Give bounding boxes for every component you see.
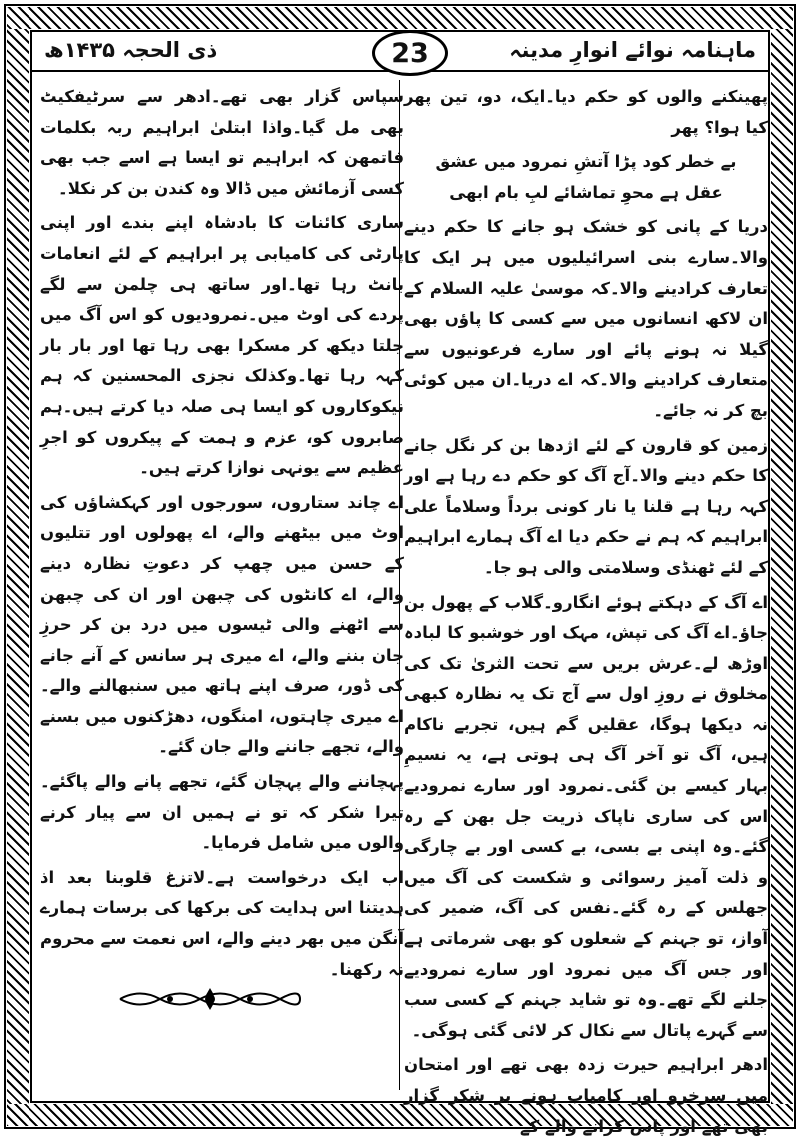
page-number: 23	[391, 37, 429, 69]
paragraph: دریا کے پانی کو خشک ہو جانے کا حکم دینے والا۔سارے بنی اسرائیلیوں میں ہر ایک کا تعارف کرادینے والا۔کہ موسیٰ علیہ السلام کے ان لاکھ انسانوں میں سے کسی کا پاؤں بھی گیلا نہ ہونے پائے اور سارے فرعونیوں سے متعارف کرادینے والا۔کہ اے دریا۔ان میں کوئی بچ کر نہ جائے۔	[404, 217, 768, 420]
paragraph: ساری کائنات کا بادشاہ اپنے بندے اور اپنی پارٹی کی کامیابی پر ابراہیم کے لئے انعامات بانٹ رہا تھا۔اور ساتھ ہی چلمن سے لگے پردے کی اوٹ میں۔نمرودیوں کو اس آگ میں جلتا دیکھ کر مسکرا بھی رہا تھا اور بار بار کہہ رہا تھا۔وکذلک نجزی المحسنین کہ ہم نیکوکاروں کو ایسا ہی صلہ دیا کرتے ہیں۔ہم صابروں کو، عزم و ہمت کے پیکروں کو اجرِ عظیم سے یونہی نوازا کرتے ہیں۔	[40, 213, 404, 478]
paragraph: اب ایک درخواست ہے۔لاتزغ قلوبنا بعد اذ ہدیتنا اس ہدایت کی برکھا کی برسات ہمارے آنگن میں بھر دینے والے، اس نعمت سے محروم نہ رکھنا۔	[40, 867, 404, 979]
paragraph: پہچاننے والے پہچان گئے، تجھے پانے والے پاگئے۔تیرا شکر کہ تو نے ہمیں ان سے پیار کرنے والوں میں شامل فرمایا۔	[40, 772, 404, 853]
issue-date: ذی الحجہ ۱۴۳۵ھ	[44, 38, 218, 62]
page-number-badge	[372, 30, 448, 76]
page-header	[32, 34, 768, 72]
paragraph: اے آگ کے دہکتے ہوئے انگارو۔گلاب کے پھول بن جاؤ۔اے آگ کی تپش، مہک اور خوشبو کا لبادہ اوڑھ لے۔عرش بریں سے تحت الثریٰ تک کی مخلوق نے روزِ اول سے آج تک یہ نظارہ کبھی نہ دیکھا ہوگا، عقلیں گم ہیں، تجربے ناکام ہیں، آگ تو آخر آگ ہی ہوتی ہے، یہ نسیمِ بہار کیسے بن گئی۔نمرود اور سارے نمرودیے اس کی ساری ناپاک ذریت جل بھن کے رہ گئے۔وہ اپنی بے بسی، بے کسی اور بے چارگی و ذلت آمیز رسوائی و شکست کی آگ میں جھلس کے رہ گئے۔نفس کی آگ، ضمیر کی آواز، تو جہنم کے شعلوں کو بھی شرماتی ہے اور جس آگ میں نمرود اور سارے نمرودیے جلنے لگے تھے۔وہ تو شاید جہنم کے کسی سب سے گہرے پاتال سے نکال کر لائی گئی ہوگی۔	[404, 592, 768, 1040]
paragraph: پھینکنے والوں کو حکم دیا۔ایک، دو، تین پھر کیا ہوا؟ پھر	[404, 87, 768, 137]
end-ornament-icon	[110, 986, 310, 1012]
paragraph: اے چاند ستاروں، سورجوں اور کہکشاؤں کی اوٹ میں بیٹھنے والے، اے پھولوں اور تتلیوں کے حسن میں چھپ کر دعوتِ نظارہ دینے والے، اے کانٹوں کی چبھن اور ان کی چبھن سے اٹھنے والی ٹیسوں میں درد بن کر حرزِ جان بننے والے، اے میری ہر سانس کے آنے جانے کی ڈور، صرف اپنے ہاتھ میں سنبھالنے والے۔اے میری چاہتوں، امنگوں، دھڑکنوں میں بسنے والے، تجھے جاننے والے جان گئے۔	[40, 492, 404, 757]
paragraph: زمین کو قارون کے لئے اژدھا بن کر نگل جانے کا حکم دینے والا۔آج آگ کو حکم دے رہا ہے اور کہہ رہا ہے قلنا یا نار کونی برداً وسلاماً علی ابراہیم کہ ہم نے حکم دیا اے آگ ہمارے ابراہیم کے لئے ٹھنڈی وسلامتی والی ہو جا۔	[404, 435, 768, 577]
paragraph: سپاس گزار بھی تھے۔ادھر سے سرٹیفکیٹ بھی مل گیا۔واذا ابتلیٰ ابراہیم ربہ بکلمات فاتمھن کہ ابراہیم تو ایسا ہے اسے جب بھی کسی آزمائش میں ڈالا وہ کندن بن کر نکلا۔	[40, 87, 404, 198]
left-text-column	[40, 82, 404, 989]
right-text-column	[404, 82, 768, 1146]
paragraph: ادھر ابراہیم حیرت زدہ بھی تھے اور امتحان میں سرخرو اور کامیاب ہونے پر شکر گزار بھی تھے اور پاس کرانے والے کے	[404, 1055, 768, 1136]
verse: بے خطر کود پڑا آتشِ نمرود میں عشق عقل ہے محوِ تماشائے لبِ بام ابھی	[435, 152, 737, 202]
magazine-title: ماہنامہ نوائے انوارِ مدینہ	[509, 38, 756, 62]
